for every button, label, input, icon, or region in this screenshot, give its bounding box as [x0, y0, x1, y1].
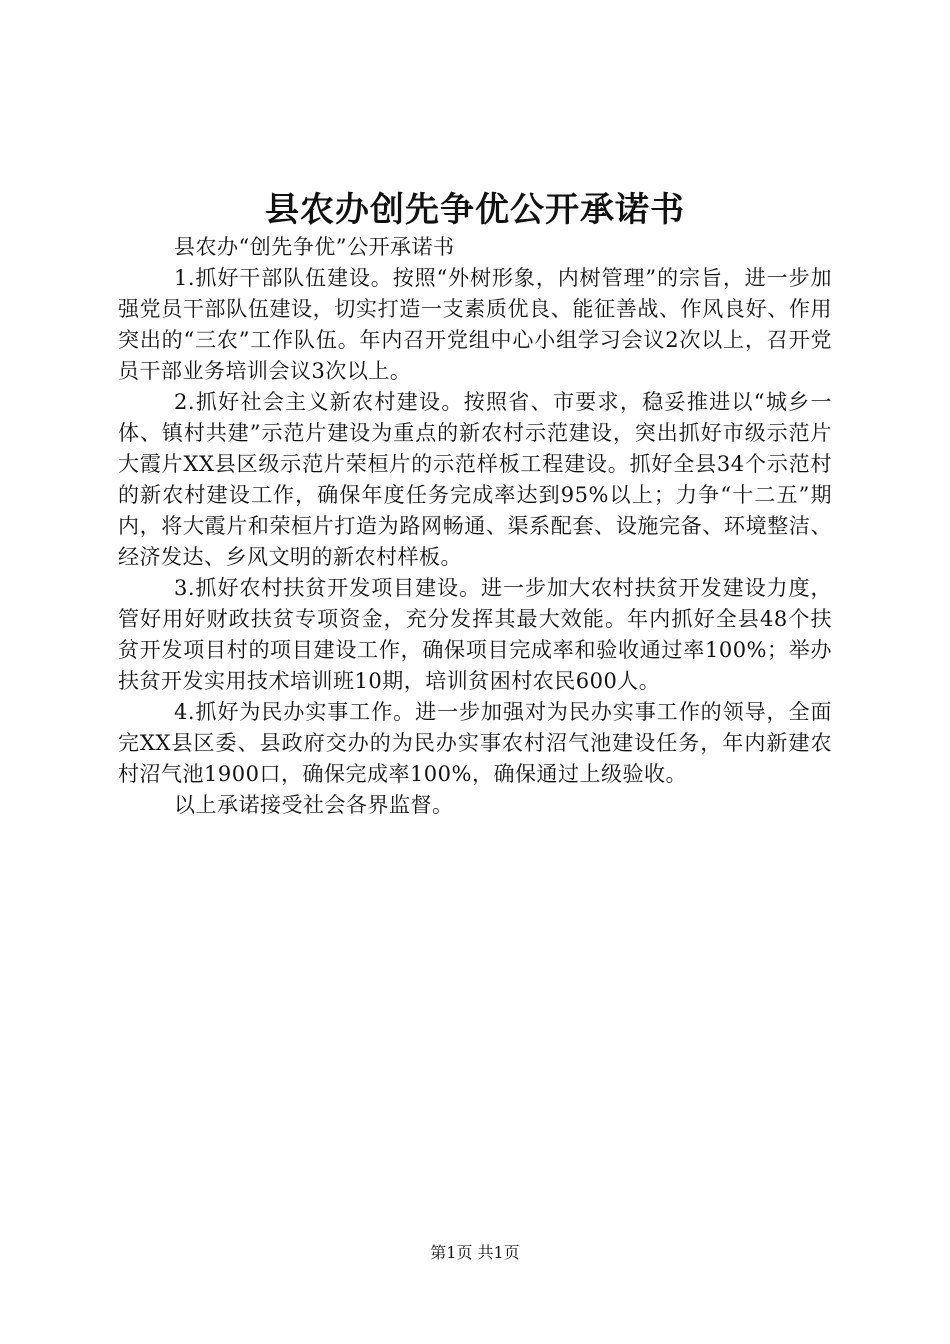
document-title: 县农办创先争优公开承诺书: [265, 190, 685, 230]
paragraph-subtitle: 县农办“创先争优”公开承诺书: [174, 235, 455, 259]
paragraph-closing: 以上承诺接受社会各界监督。: [174, 793, 454, 817]
paragraph-item-2: 2.抓好社会主义新农村建设。按照省、市要求，稳妥推进以“城乡一体、镇村共建”示范片建设为重点的新农村示范建设，突出抓好市级示范片大霞片XX县区级示范片荣桓片的示范样板工程建设。抓好全县34个示范村的新农村建设工作，确保年度任务完成率达到95%以上；力争“十二五”期内，将大霞片和荣桓片打造为路网畅通、渠系配套、设施完备、环境整洁、经济发达、乡风文明的新农村样板。: [118, 390, 832, 569]
document-body: [118, 232, 832, 821]
paragraph-item-1: 1.抓好干部队伍建设。按照“外树形象，内树管理”的宗旨，进一步加强党员干部队伍建设，切实打造一支素质优良、能征善战、作风良好、作用突出的“三农”工作队伍。年内召开党组中心小组学习会议2次以上，召开党员干部业务培训会议3次以上。: [118, 266, 832, 383]
paragraph-item-4: 4.抓好为民办实事工作。进一步加强对为民办实事工作的领导，全面完XX县区委、县政府交办的为民办实事农村沼气池建设任务，年内新建农村沼气池1900口，确保完成率100%，确保通过上级验收。: [118, 700, 832, 786]
paragraph-item-3: 3.抓好农村扶贫开发项目建设。进一步加大农村扶贫开发建设力度，管好用好财政扶贫专项资金，充分发挥其最大效能。年内抓好全县48个扶贫开发项目村的项目建设工作，确保项目完成率和验收通过率100%；举办扶贫开发实用技术培训班10期，培训贫困村农民600人。: [118, 576, 832, 693]
page-number-footer: 第1页 共1页: [430, 1243, 520, 1262]
